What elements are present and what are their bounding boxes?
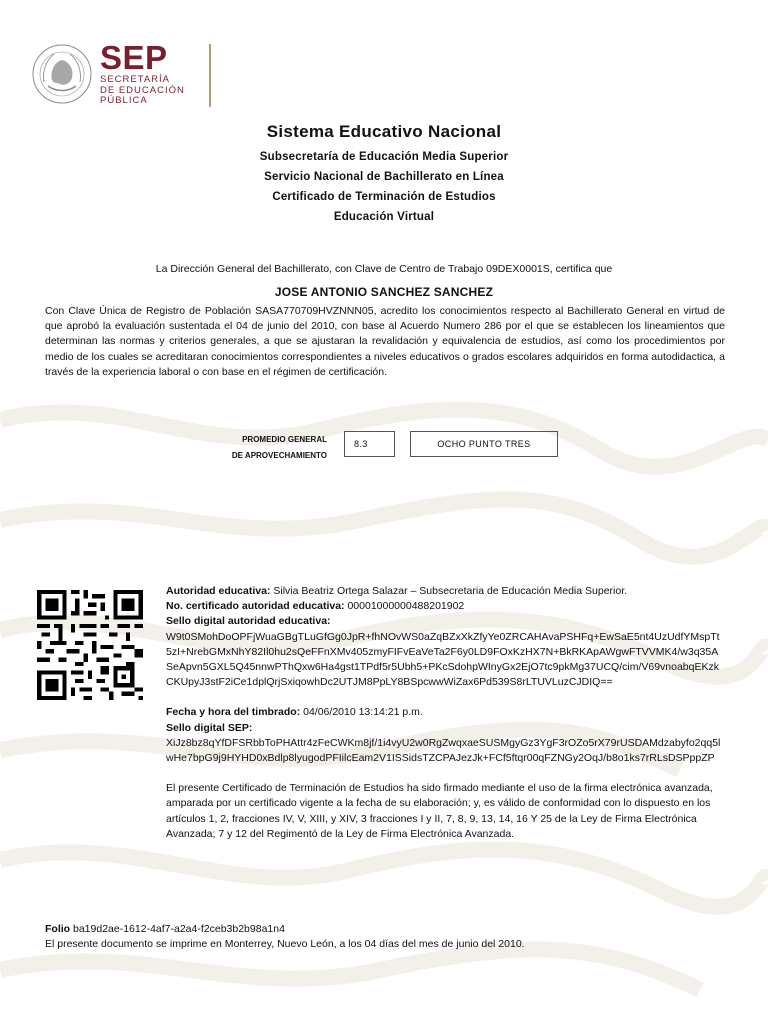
sep-seal-label: Sello digital SEP: [166, 721, 253, 734]
timestamp-value: 04/06/2010 13:14:21 p.m. [303, 706, 423, 719]
authority-seal-value: W9t0SMohDoOPFjWuaGBgTLuGfGg0JpR+fhNOvWS0aZqBZxXkZfyYe0ZRCAHAvaPSHFq+EwSaE5nt4UzUdfYMspTt5zI+NrebGMxNhY82Il0hu2sQeFFnXMv405zmyFIFvEaVeTa2F6y0LD9FOxKzHX7N+BkRKApAWgwFTVVMK4/w3q35ASeApvn5GXL5Q45nnwPThQxw6Ha4gst1TPdf5r5Ubh5+PKcSdohpWInyGx2EjO7tc9pkMg37UCQ/cim/V69vnoabqEKzkCKUpyJ3stF2iCe1dplQrjSxiqowhDc2UTJM8PpLY8BSpcwwWiZax6Pd539S8rLTUVLuzCJDIQ== [166, 630, 720, 689]
header-divider [209, 44, 211, 107]
title-line-2: Servicio Nacional de Bachillerato en Línea [264, 171, 504, 183]
title-line-1: Subsecretaría de Educación Media Superior [259, 151, 509, 163]
cert-number-label: No. certificado autoridad educativa: [166, 600, 345, 613]
sep-logo-sub-1: SECRETARÍA [100, 74, 171, 86]
print-place-text: El presente documento se imprime en Monterrey, Nuevo León, a los 04 días del mes de junio del 2010. [45, 938, 525, 951]
timestamp-label: Fecha y hora del timbrado: [166, 706, 301, 719]
digital-signature-block [166, 584, 724, 842]
timestamp-line [166, 705, 724, 720]
title-line-4: Educación Virtual [333, 211, 435, 223]
cert-number-line [166, 599, 724, 614]
legal-text: El presente Certificado de Terminación de Estudios ha sido firmado mediante el uso de la firma electrónica avanzada, amparada por un certificado vigente a la fecha de su elaboración; y, es válido de conformidad con lo dispuesto en los artículos 1, 2, fracciones IV, V, XIII, y XIV, 3 fracciones I y II, 7, 8, 9, 13, 14, 16 Y 25 de la Ley de Firma Electrónica Avanzada; 7 y 12 del Regimentó de la Ley de Firma Electrónica Avanzada. [166, 782, 713, 840]
average-text-box: OCHO PUNTO TRES [410, 431, 558, 457]
authority-label: Autoridad educativa: [166, 585, 271, 597]
authority-value: Silvia Beatriz Ortega Salazar – Subsecretaria de Educación Media Superior. [273, 585, 628, 597]
folio-value: ba19d2ae-1612-4af7-a2a4-f2ceb3b2b98a1n4 [73, 923, 285, 935]
intro-text: La Dirección General del Bachillerato, con Clave de Centro de Trabajo 09DEX0001S, certifica que [155, 263, 613, 275]
folio-line [45, 922, 725, 937]
average-label-line-1: PROMEDIO GENERAL [242, 435, 327, 444]
student-name: JOSE ANTONIO SANCHEZ SANCHEZ [274, 285, 494, 299]
document-titles [0, 122, 768, 231]
average-value-box: 8.3 [344, 431, 395, 457]
folio-label: Folio [45, 923, 71, 935]
sep-logo-sub-3: PÚBLICA [100, 95, 148, 107]
qr-code-icon [37, 590, 143, 700]
average-label [215, 432, 327, 464]
title-main: Sistema Educativo Nacional [266, 122, 502, 141]
national-seal-icon [30, 42, 94, 106]
authority-seal-label: Sello digital autoridad educativa: [166, 615, 331, 628]
document-footer [45, 922, 725, 952]
average-label-line-2: DE APROVECHAMIENTO [231, 451, 327, 460]
sep-logo [30, 38, 185, 110]
certificate-body: Con Clave Única de Registro de Población SASA770709HVZNNN05, acredito los conocimientos respecto al Bachillerato General en virtud de que aprobó la evaluación sustentada el 04 de junio del 2010, con base al Acuerdo Numero 286 por el que se establecen los lineamientos que determinan las normas y criterios generales, a que se ajustaran la revalidación y equivalencia de estudios, así como los procedimientos por medio de los cuales se acreditaran conocimientos correspondientes a niveles educativos o grados escolares adquiridos en forma autodidactica, a través de la experiencia laboral o con base en el régimen de certificación. [45, 305, 725, 378]
sep-seal-value: XiJz8bz8qYfDFSRbbToPHAttr4zFeCWKm8jf/1i4vyU2w0RgZwqxaeSUSMgyGz3YgF3rOZo5rX79rUSDAMdzabyfo2qq5lwHe7bpG9j9HYHD0xBdlp8lyugodPFIilcEam2V1ISSidsTZCPAJezJk+FCf5ftqr00qFZNGy2OqJ/b8o1ks7rRLsDSPppZP [166, 736, 721, 765]
sep-logo-text: SEP [100, 39, 168, 77]
sep-logo-sub-2: DE EDUCACIÓN [100, 84, 185, 96]
authority-line [166, 584, 724, 599]
title-line-3: Certificado de Terminación de Estudios [272, 191, 496, 203]
cert-number-value: 00001000000488201902 [347, 600, 465, 613]
